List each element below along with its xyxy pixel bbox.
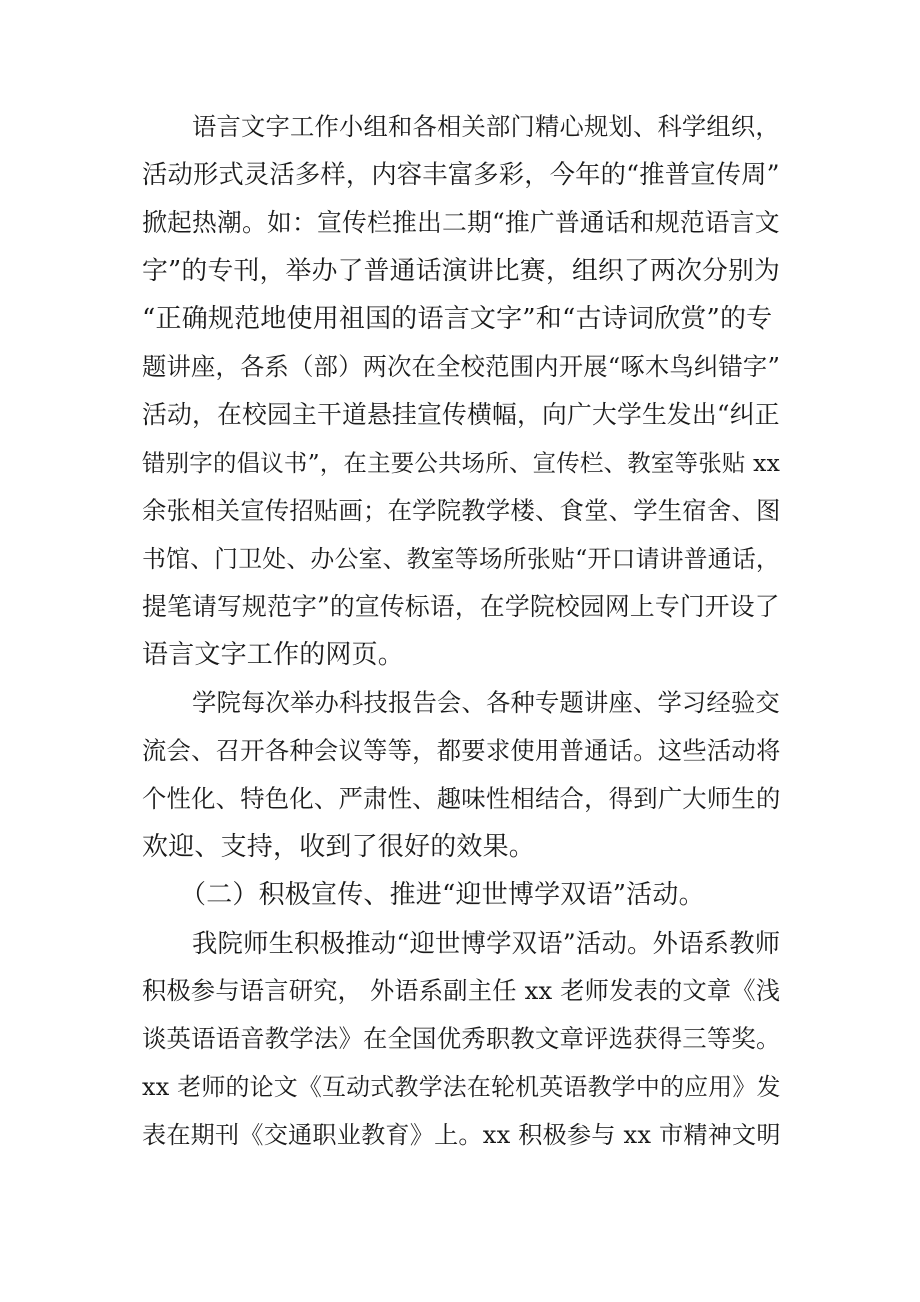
paragraph-2-line-4: 欢迎、支持，收到了很好的效果。 (142, 832, 536, 862)
paragraph-1-line-3: 掀起热潮。如：宣传栏推出二期“推广普通话和规范语言文 (142, 208, 780, 237)
paragraph-1-line-4: 字”的专刊，举办了普通话演讲比赛，组织了两次分别为 (142, 256, 781, 286)
paragraph-3-line-1: 我院师生积极推动“迎世博学双语”活动。外语系教师 (192, 928, 781, 958)
paragraph-1-line-1: 语言文字工作小组和各相关部门精心规划、科学组织， (192, 112, 780, 141)
paragraph-1-line-10: 书馆、门卫处、办公室、教室等场所张贴“开口请讲普通话， (142, 545, 780, 573)
paragraph-3-line-3: 谈英语语音教学法》在全国优秀职教文章评选获得三等奖。 (142, 1024, 781, 1053)
paragraph-1-line-7: 活动，在校园主干道悬挂宣传横幅，向广大学生发出“纠正 (142, 400, 780, 429)
paragraph-1-line-5: “正确规范地使用祖国的语言文字”和“古诗词欣赏”的专 (142, 304, 773, 334)
paragraph-1-line-12: 语言文字工作的网页。 (142, 640, 405, 670)
paragraph-3-line-4: xx 老师的论文《互动式教学法在轮机英语教学中的应用》发 (142, 1073, 781, 1101)
paragraph-2-line-1: 学院每次举办科技报告会、各种专题讲座、学习经验交 (192, 688, 780, 717)
paragraph-1-line-2: 活动形式灵活多样，内容丰富多彩，今年的“推普宣传周” (142, 160, 780, 189)
paragraph-3-line-2: 积极参与语言研究， 外语系副主任 xx 老师发表的文章《浅 (142, 976, 781, 1005)
paragraph-2-line-2: 流会、召开各种会议等等，都要求使用普通话。这些活动将 (142, 736, 781, 765)
paragraph-1-line-11: 提笔请写规范字”的宣传标语，在学院校园网上专门开设了 (142, 592, 780, 621)
section-heading: （二）积极宣传、推进“迎世博学双语”活动。 (180, 880, 705, 910)
paragraph-1-line-8: 错别字的倡议书”，在主要公共场所、宣传栏、教室等张贴 xx (142, 449, 781, 477)
paragraph-2-line-3: 个性化、特色化、严肃性、趣味性相结合，得到广大师生的 (142, 784, 781, 813)
paragraph-1-line-9: 余张相关宣传招贴画；在学院教学楼、食堂、学生宿舍、图 (142, 496, 781, 525)
paragraph-1-line-6: 题讲座，各系（部）两次在全校范围内开展“啄木鸟纠错字” (142, 352, 781, 381)
paragraph-3-line-5: 表在期刊《交通职业教育》上。xx 积极参与 xx 市精神文明 (142, 1121, 781, 1149)
